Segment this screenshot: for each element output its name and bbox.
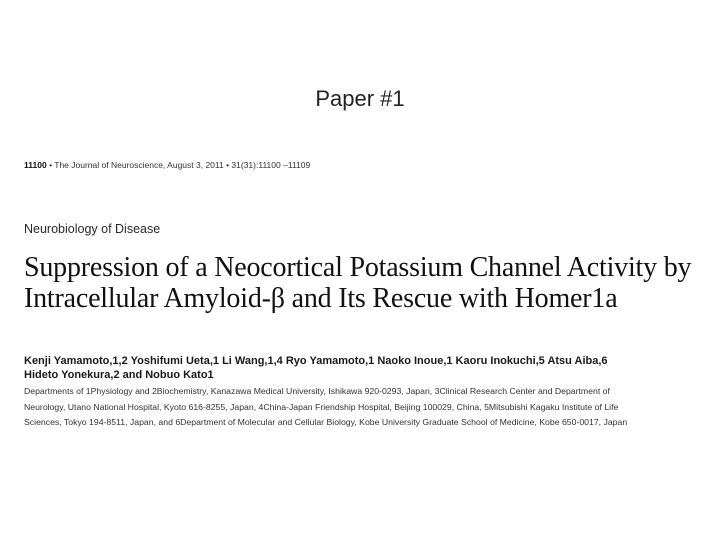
author-line-1: Kenji Yamamoto,1,2 Yoshifumi Ueta,1 Li Wang,1,4 Ryo Yamamoto,1 Naoko Inoue,1 Kaoru Inokuchi,5 Atsu Aiba,6 — [24, 355, 608, 367]
journal-citation — [24, 160, 700, 170]
affiliation-line-2: Neurology, Utano National Hospital, Kyoto 616-8255, Japan, 4China-Japan Friendship Hospital, Beijing 100029, China, 5Mitsubishi Kagaku Institute of Life — [24, 401, 619, 412]
page-number: 11100 — [24, 160, 47, 170]
paper-title-line-2: Intracellular Amyloid-β and Its Rescue with Homer1a — [24, 283, 618, 314]
paper-title — [24, 252, 700, 314]
paper-header — [24, 160, 700, 431]
author-line-2: Hideto Yonekura,2 and Nobuo Kato1 — [24, 369, 214, 381]
affiliations — [24, 384, 700, 431]
citation-text: • The Journal of Neuroscience, August 3, 2011 • 31(31):11100 –11109 — [46, 160, 311, 170]
section-heading: Neurobiology of Disease — [24, 222, 161, 236]
affiliation-line-1: Departments of 1Physiology and 2Biochemistry, Kanazawa Medical University, Ishikawa 920-0293, Japan, 3Clinical Research Center and Department of — [24, 386, 610, 396]
paper-title-line-1: Suppression of a Neocortical Potassium Channel Activity by — [24, 252, 692, 283]
affiliation-line-3: Sciences, Tokyo 194-8511, Japan, and 6Department of Molecular and Cellular Biology, Kobe University Graduate School of Medicine, Kobe 650-0017, Japan — [24, 417, 628, 427]
slide-title: Paper #1 — [315, 86, 405, 111]
author-list — [24, 354, 700, 382]
